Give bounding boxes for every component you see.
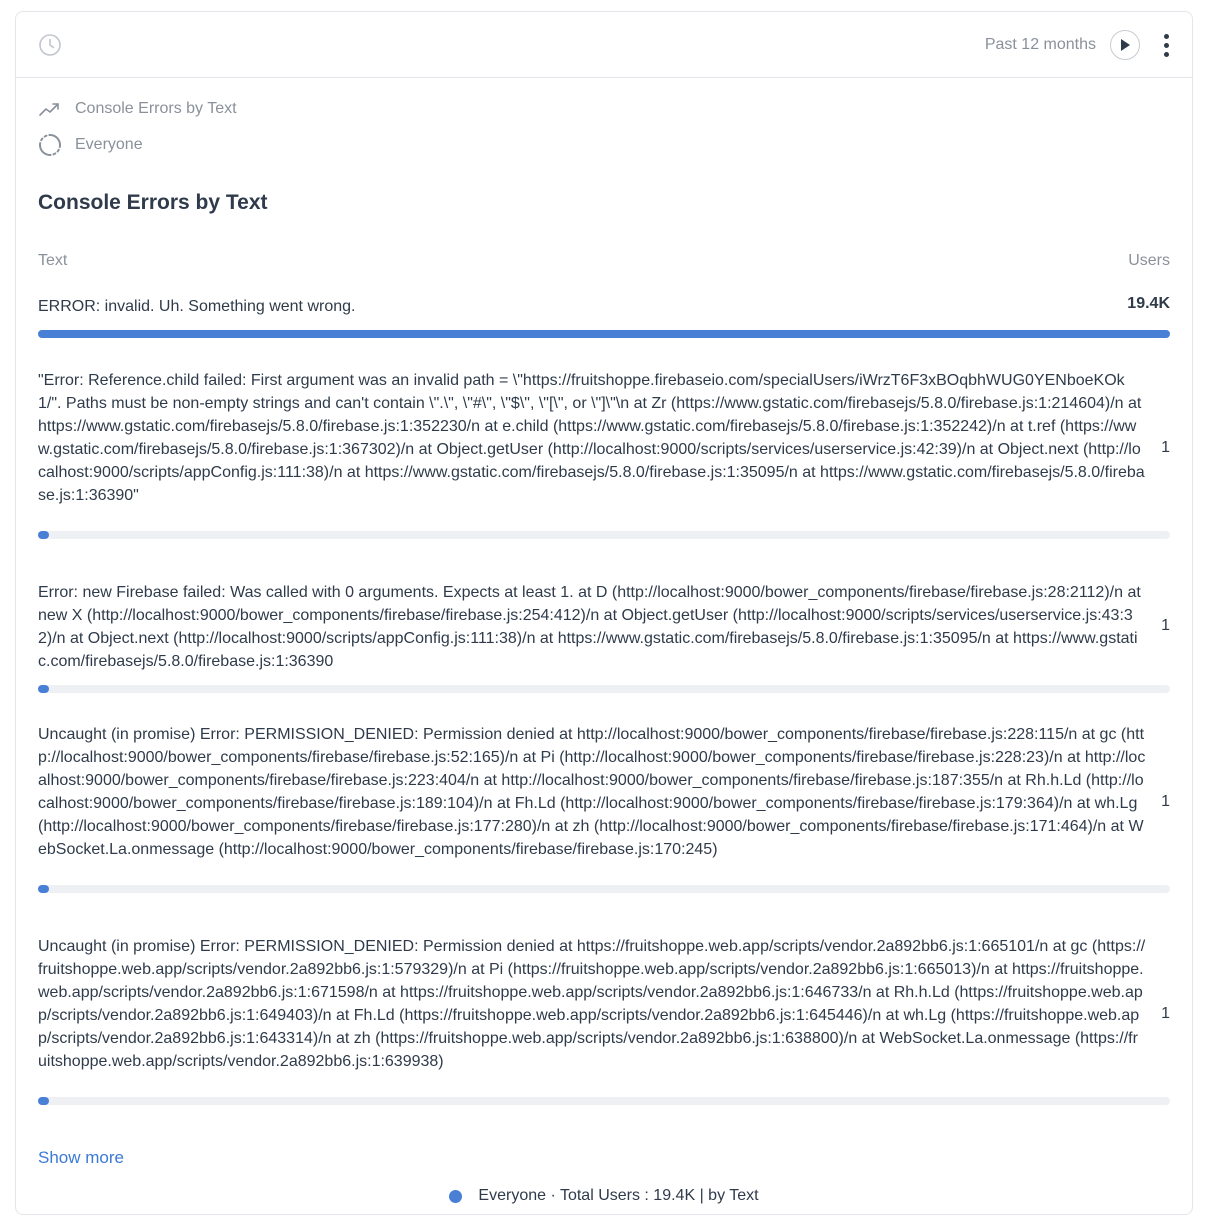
bar-fill [38,531,49,539]
trend-line-icon [38,97,62,121]
row-value: 1 [1161,439,1170,456]
show-more-link[interactable]: Show more [38,1148,124,1167]
bar-fill [38,685,49,693]
row-text: Error: new Firebase failed: Was called with 0 arguments. Expects at least 1. at D (http://localhost:9000/bower_components/firebase/firebase.js:28:2112)/n at new X (http://localhost:9000/bower_components/firebase/firebase.js:254:412)/n at Object.getUser (http://localhost:9000/scripts/services/userservice.js:43:32)/n at Object.next (http://localhost:9000/scripts/appConfig.js:111:38)/n at https://www.gstatic.com/firebasejs/5.8.0/firebase.js:1:35095/n at https://www.gstatic.com/firebasejs/5.8.0/firebase.js:1:36390 [38,584,1141,670]
bar-track [38,685,1170,693]
row-value: 1 [1161,1005,1170,1022]
table-row[interactable] [38,369,1170,551]
column-header-text[interactable]: Text [38,252,68,269]
legend-dot-icon [449,1190,462,1203]
more-vertical-icon-dot [1164,43,1169,48]
more-vertical-icon-dot [1164,34,1169,39]
bar-fill [38,885,49,893]
clock-icon[interactable] [38,33,62,57]
chart-title: Console Errors by Text [38,191,268,214]
segment-circle-icon [38,133,62,157]
table-row[interactable] [38,935,1170,1117]
row-text: Uncaught (in promise) Error: PERMISSION_DENIED: Permission denied at https://fruitshoppe.web.app/scripts/vendor.2a892bb6.js:1:665101/n at gc (https://fruitshoppe.web.app/scripts/vendor.2a892bb6.js:1:579329)/n at Pi (https://fruitshoppe.web.app/scripts/vendor.2a892bb6.js:1:665013)/n at https://fruitshoppe.web.app/scripts/vendor.2a892bb6.js:1:671598/n at https://fruitshoppe.web.app/scripts/vendor.2a892bb6.js:1:646733/n at Rh.h.Ld (https://fruitshoppe.web.app/scripts/vendor.2a892bb6.js:1:649403)/n at Fh.Ld (https://fruitshoppe.web.app/scripts/vendor.2a892bb6.js:1:645446)/n at wh.Lg (https://fruitshoppe.web.app/scripts/vendor.2a892bb6.js:1:643314)/n at zh (https://fruitshoppe.web.app/scripts/vendor.2a892bb6.js:1:638800)/n at WebSocket.La.onmessage (https://fruitshoppe.web.app/scripts/vendor.2a892bb6.js:1:639938) [38,938,1146,1070]
table-header [38,252,1170,274]
date-range-label[interactable]: Past 12 months [984,36,1096,53]
segment-label: Everyone [75,136,143,153]
header-controls [985,29,1174,61]
table-row[interactable] [38,295,1170,339]
more-options-button[interactable] [1158,30,1174,60]
row-value: 1 [1161,793,1170,810]
row-text: ERROR: invalid. Uh. Something went wrong. [38,298,356,315]
card-header [16,12,1192,78]
bar-track [38,330,1170,338]
bar-track [38,531,1170,539]
bar-track [38,1097,1170,1105]
chart-card [15,11,1193,1215]
chart-legend [38,1187,1170,1205]
legend-label[interactable]: Everyone · Total Users : 19.4K | by Text [478,1187,759,1204]
play-icon [1119,38,1131,52]
table-row[interactable] [38,723,1170,905]
play-button[interactable] [1110,30,1140,60]
bar-fill [38,1097,49,1105]
metric-row [38,97,237,121]
more-vertical-icon-dot [1164,52,1169,57]
bar-fill [38,330,1170,338]
card-body [38,79,1170,1214]
row-value: 19.4K [1127,295,1170,312]
bar-track [38,885,1170,893]
row-text: "Error: Reference.child failed: First argument was an invalid path = \"https://fruitshoppe.firebaseio.com/specialUsers/iWrzT6F3xBOqbhWUG0YENboeKOk1/". Paths must be non-empty strings and can't contain \".\", \"#\", \"$\", \"[\", or \"]\"\n at Zr (https://www.gstatic.com/firebasejs/5.8.0/firebase.js:1:214604)/n at https://www.gstatic.com/firebasejs/5.8.0/firebase.js:1:352230/n at e.child (https://www.gstatic.com/firebasejs/5.8.0/firebase.js:1:352242)/n at t.ref (https://www.gstatic.com/firebasejs/5.8.0/firebase.js:1:367302)/n at Object.getUser (http://localhost:9000/scripts/services/userservice.js:42:39)/n at Object.next (http://localhost:9000/scripts/appConfig.js:111:38)/n at https://www.gstatic.com/firebasejs/5.8.0/firebase.js:1:35095/n at https://www.gstatic.com/firebasejs/5.8.0/firebase.js:1:36390" [38,372,1145,504]
column-header-users[interactable]: Users [1128,252,1170,269]
row-value: 1 [1161,617,1170,634]
table-row[interactable] [38,581,1170,693]
row-text: Uncaught (in promise) Error: PERMISSION_DENIED: Permission denied at http://localhost:9000/bower_components/firebase/firebase.js:228:115/n at gc (http://localhost:9000/bower_components/firebase/firebase.js:52:165)/n at Pi (http://localhost:9000/bower_components/firebase/firebase.js:228:23)/n at http://localhost:9000/bower_components/firebase/firebase.js:223:404/n at http://localhost:9000/bower_components/firebase/firebase.js:187:355/n at Rh.h.Ld (http://localhost:9000/bower_components/firebase/firebase.js:189:104)/n at Fh.Ld (http://localhost:9000/bower_components/firebase/firebase.js:179:364)/n at wh.Lg (http://localhost:9000/bower_components/firebase/firebase.js:177:280)/n at zh (http://localhost:9000/bower_components/firebase/firebase.js:171:464)/n at WebSocket.La.onmessage (http://localhost:9000/bower_components/firebase/firebase.js:170:245) [38,726,1146,858]
metric-label: Console Errors by Text [75,100,237,117]
segment-row [38,133,143,157]
